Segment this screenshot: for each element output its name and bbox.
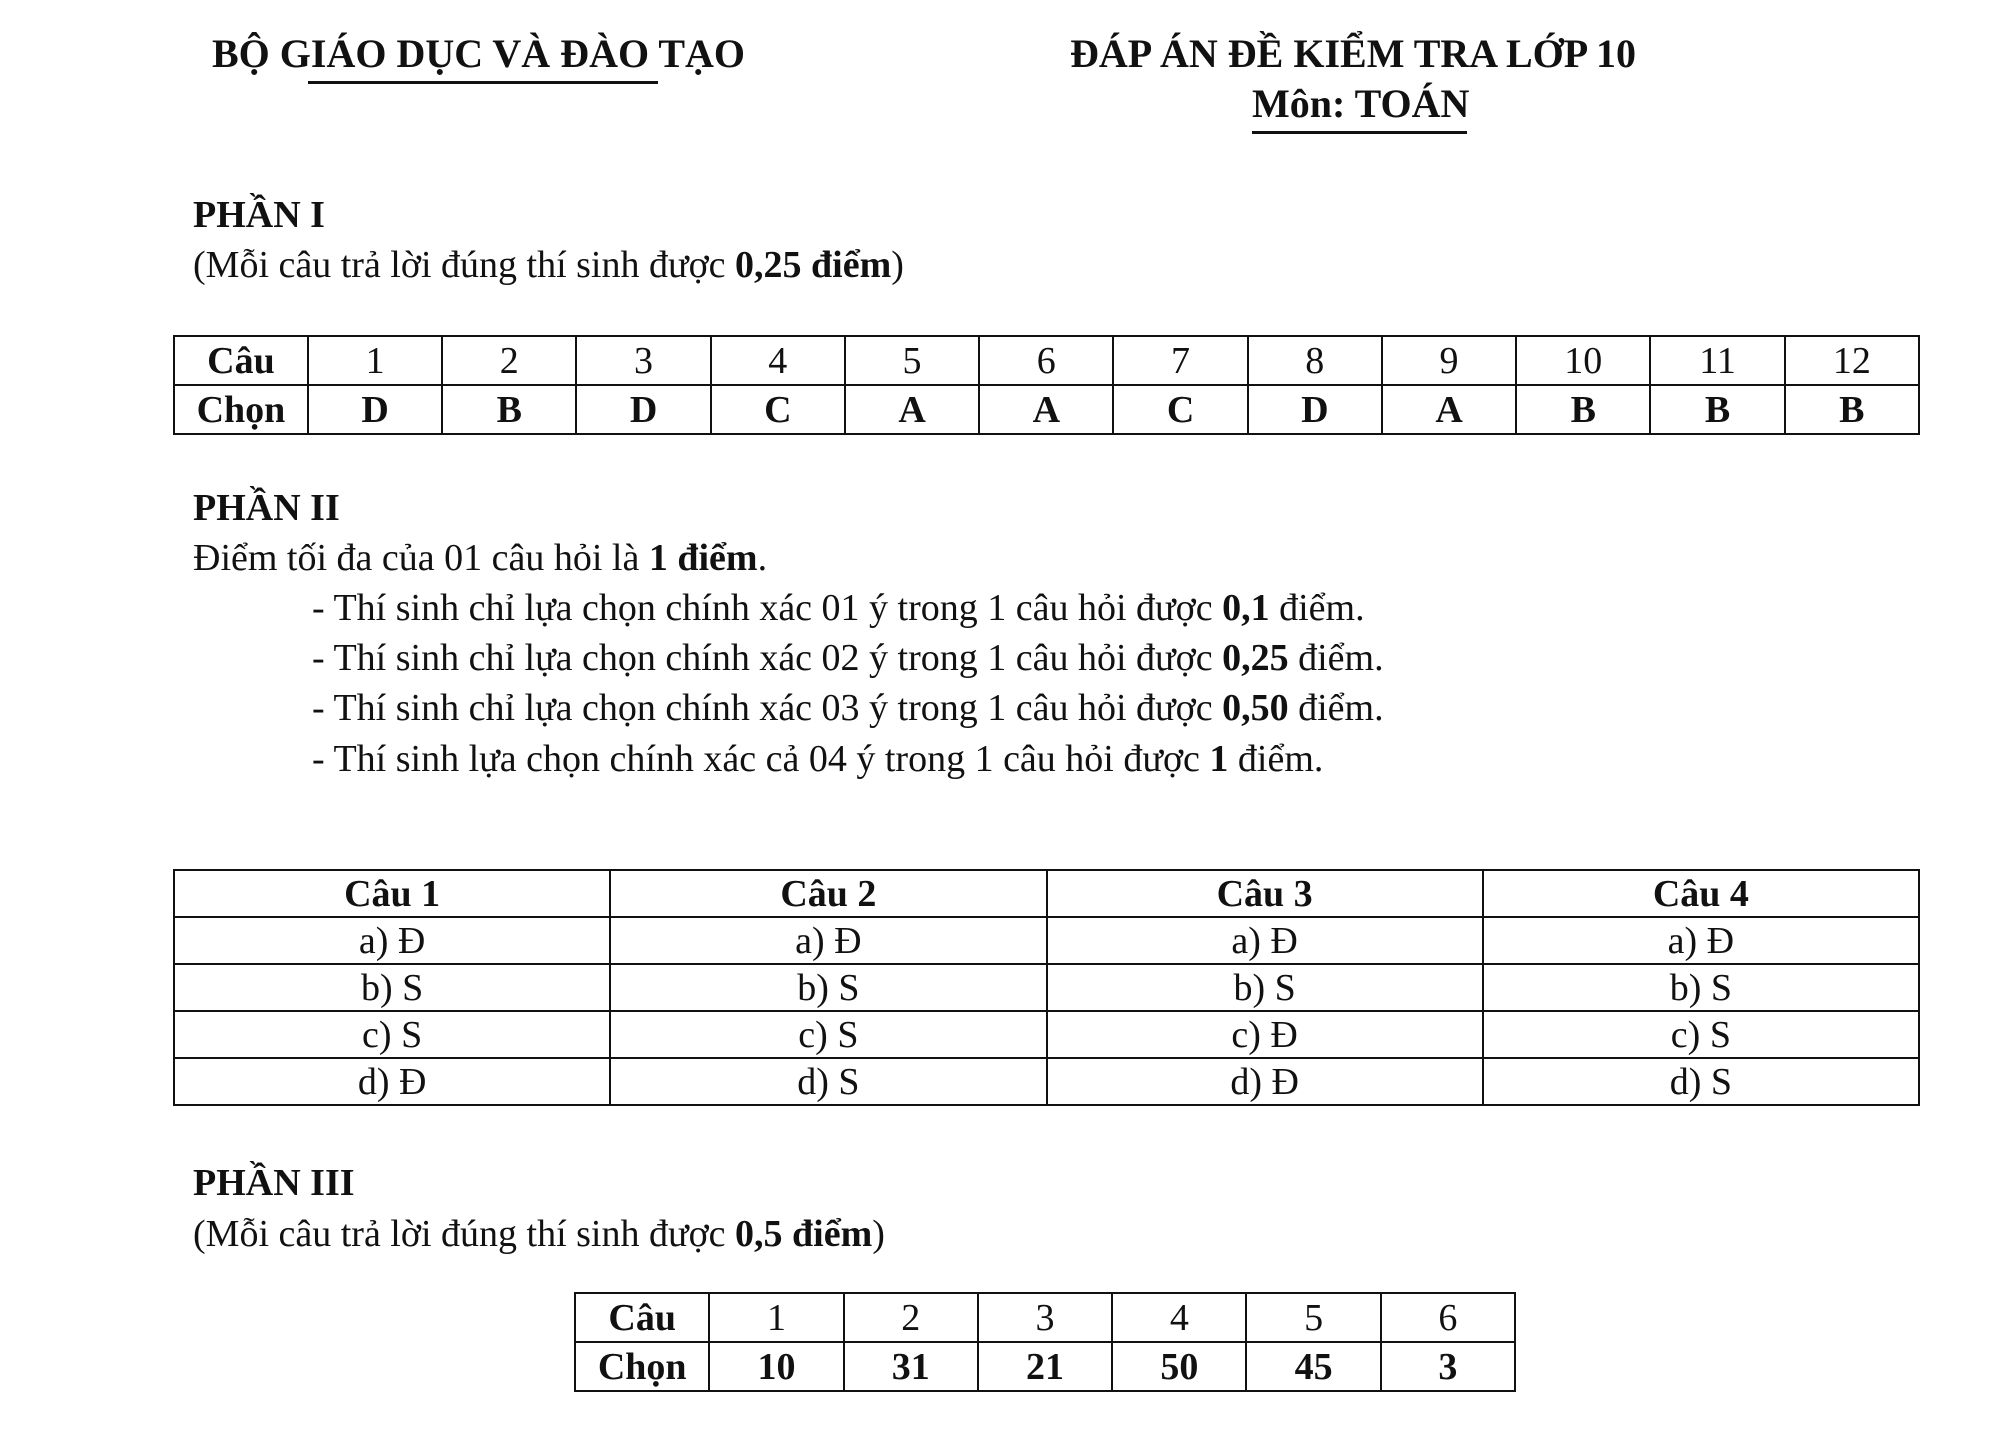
table-row bbox=[575, 1293, 1515, 1342]
answer-cell: b) S bbox=[174, 964, 610, 1011]
question-number: 4 bbox=[1112, 1293, 1246, 1342]
answer-cell: a) Đ bbox=[1047, 917, 1483, 964]
answer-cell: a) Đ bbox=[610, 917, 1046, 964]
answer-cell: D bbox=[1248, 385, 1382, 434]
answer-cell: B bbox=[1516, 385, 1650, 434]
table-row bbox=[174, 1058, 1919, 1105]
answer-cell: a) Đ bbox=[1483, 917, 1919, 964]
column-header: Câu 2 bbox=[610, 870, 1046, 917]
part2-rule: - Thí sinh chỉ lựa chọn chính xác 03 ý trong 1 câu hỏi được 0,50 điểm. bbox=[312, 687, 1384, 729]
subject-underline bbox=[1252, 131, 1467, 134]
answer-cell: 10 bbox=[709, 1342, 843, 1391]
question-number: 3 bbox=[576, 336, 710, 385]
question-number: 6 bbox=[1381, 1293, 1515, 1342]
answer-cell: 45 bbox=[1246, 1342, 1380, 1391]
question-number: 1 bbox=[709, 1293, 843, 1342]
question-number: 2 bbox=[844, 1293, 978, 1342]
table-row bbox=[174, 964, 1919, 1011]
answer-cell: B bbox=[1785, 385, 1919, 434]
answer-cell: C bbox=[711, 385, 845, 434]
part2-rule: - Thí sinh chỉ lựa chọn chính xác 01 ý trong 1 câu hỏi được 0,1 điểm. bbox=[312, 587, 1365, 629]
part1-answer-table bbox=[173, 335, 1920, 435]
answer-cell: D bbox=[308, 385, 442, 434]
answer-cell: 21 bbox=[978, 1342, 1112, 1391]
answer-cell: 50 bbox=[1112, 1342, 1246, 1391]
column-header: Câu 1 bbox=[174, 870, 610, 917]
table-row bbox=[174, 917, 1919, 964]
part2-rule: - Thí sinh lựa chọn chính xác cả 04 ý trong 1 câu hỏi được 1 điểm. bbox=[312, 738, 1324, 780]
column-header: Câu 4 bbox=[1483, 870, 1919, 917]
answer-cell: d) S bbox=[1483, 1058, 1919, 1105]
part3-title: PHẦN III bbox=[193, 1162, 355, 1204]
question-number: 5 bbox=[845, 336, 979, 385]
document-title: ĐÁP ÁN ĐỀ KIỂM TRA LỚP 10 bbox=[1070, 31, 1636, 76]
subject-label: Môn: TOÁN bbox=[1252, 81, 1470, 126]
answer-cell: a) Đ bbox=[174, 917, 610, 964]
table-row bbox=[575, 1342, 1515, 1391]
ministry-name: BỘ GIÁO DỤC VÀ ĐÀO TẠO bbox=[212, 31, 746, 76]
answer-cell: 31 bbox=[844, 1342, 978, 1391]
part1-title: PHẦN I bbox=[193, 194, 325, 236]
answer-cell: B bbox=[1650, 385, 1784, 434]
part2-answer-table bbox=[173, 869, 1920, 1106]
answer-cell: b) S bbox=[1483, 964, 1919, 1011]
column-header: Câu 3 bbox=[1047, 870, 1483, 917]
part2-intro: Điểm tối đa của 01 câu hỏi là 1 điểm. bbox=[193, 537, 768, 579]
question-number: 7 bbox=[1113, 336, 1247, 385]
answer-cell: A bbox=[845, 385, 979, 434]
answer-cell: b) S bbox=[1047, 964, 1483, 1011]
answer-cell: C bbox=[1113, 385, 1247, 434]
ministry-underline bbox=[308, 81, 658, 84]
answer-cell: B bbox=[442, 385, 576, 434]
question-number: 12 bbox=[1785, 336, 1919, 385]
answer-cell: d) S bbox=[610, 1058, 1046, 1105]
question-number: 5 bbox=[1246, 1293, 1380, 1342]
answer-cell: c) S bbox=[1483, 1011, 1919, 1058]
question-number: 6 bbox=[979, 336, 1113, 385]
answer-cell: b) S bbox=[610, 964, 1046, 1011]
answer-cell: D bbox=[576, 385, 710, 434]
answer-cell: A bbox=[979, 385, 1113, 434]
part2-rule: - Thí sinh chỉ lựa chọn chính xác 02 ý trong 1 câu hỏi được 0,25 điểm. bbox=[312, 637, 1384, 679]
table-header-row bbox=[174, 870, 1919, 917]
question-number: 4 bbox=[711, 336, 845, 385]
answer-cell: c) Đ bbox=[1047, 1011, 1483, 1058]
answer-cell: A bbox=[1382, 385, 1516, 434]
question-number: 1 bbox=[308, 336, 442, 385]
question-number: 2 bbox=[442, 336, 576, 385]
answer-cell: d) Đ bbox=[174, 1058, 610, 1105]
row-label-answer: Chọn bbox=[575, 1342, 709, 1391]
answer-cell: c) S bbox=[610, 1011, 1046, 1058]
question-number: 8 bbox=[1248, 336, 1382, 385]
row-label-question: Câu bbox=[174, 336, 308, 385]
table-row bbox=[174, 1011, 1919, 1058]
part2-title: PHẦN II bbox=[193, 487, 340, 529]
answer-cell: 3 bbox=[1381, 1342, 1515, 1391]
answer-cell: d) Đ bbox=[1047, 1058, 1483, 1105]
row-label-answer: Chọn bbox=[174, 385, 308, 434]
part3-note: (Mỗi câu trả lời đúng thí sinh được 0,5 điểm) bbox=[193, 1213, 885, 1255]
question-number: 9 bbox=[1382, 336, 1516, 385]
table-row bbox=[174, 336, 1919, 385]
question-number: 11 bbox=[1650, 336, 1784, 385]
part3-answer-table bbox=[574, 1292, 1516, 1392]
answer-cell: c) S bbox=[174, 1011, 610, 1058]
row-label-question: Câu bbox=[575, 1293, 709, 1342]
question-number: 10 bbox=[1516, 336, 1650, 385]
table-row bbox=[174, 385, 1919, 434]
part1-note: (Mỗi câu trả lời đúng thí sinh được 0,25 điểm) bbox=[193, 244, 904, 286]
question-number: 3 bbox=[978, 1293, 1112, 1342]
